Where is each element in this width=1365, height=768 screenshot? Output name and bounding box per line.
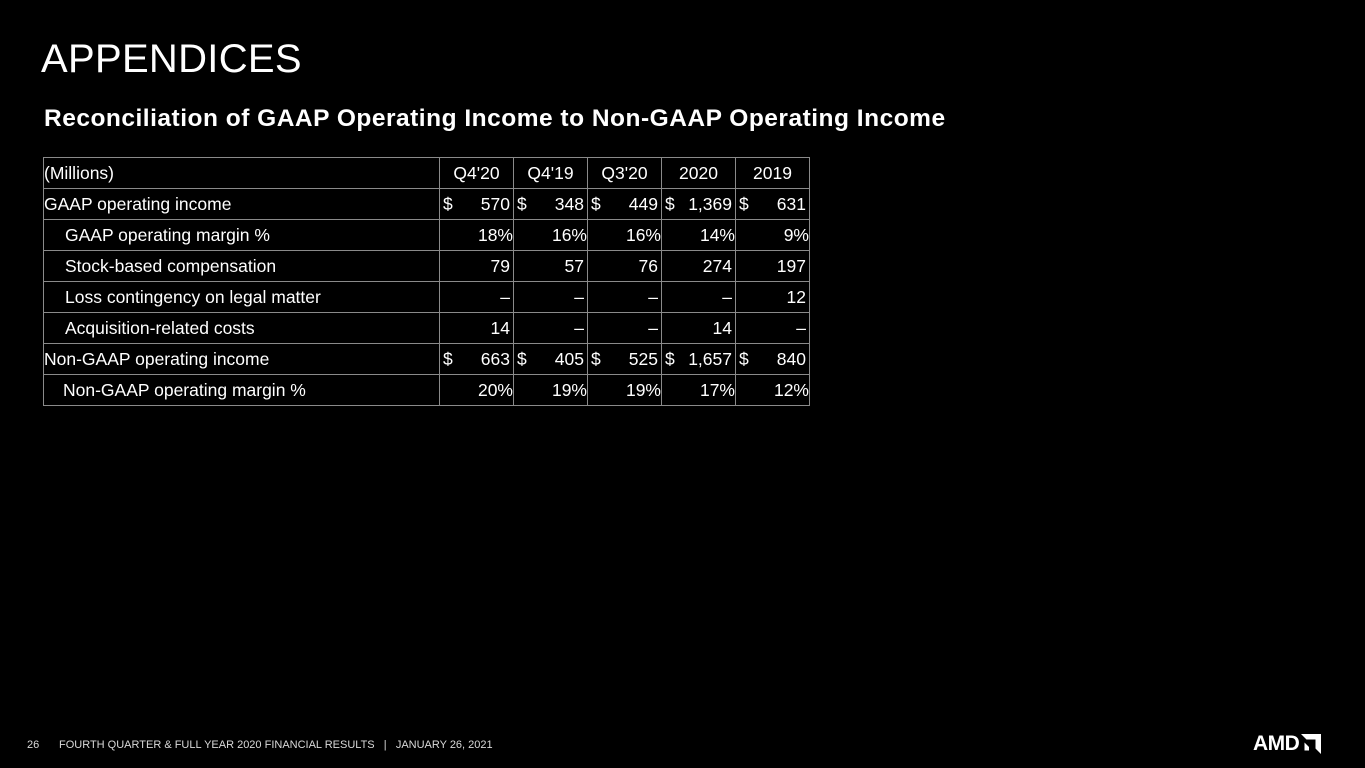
- page-title: APPENDICES: [41, 37, 302, 81]
- value-cell: 12%: [736, 375, 810, 406]
- header-cell-q419: Q4'19: [514, 158, 588, 189]
- value-cell: $ 348: [514, 189, 588, 220]
- value-cell: –: [514, 313, 588, 344]
- value-cell: 197: [736, 251, 810, 282]
- header-cell-2020: 2020: [662, 158, 736, 189]
- value-cell: –: [440, 282, 514, 313]
- value-cell: –: [662, 282, 736, 313]
- amd-arrow-icon: [1301, 734, 1321, 754]
- footer-text: FOURTH QUARTER & FULL YEAR 2020 FINANCIAL RESULTS | JANUARY 26, 2021: [59, 739, 493, 751]
- value-cell: 17%: [662, 375, 736, 406]
- value-cell: 14%: [662, 220, 736, 251]
- value-cell: 14: [662, 313, 736, 344]
- value-cell: 14: [440, 313, 514, 344]
- table-header-row: [44, 158, 810, 189]
- row-label: Loss contingency on legal matter: [44, 282, 440, 313]
- value-cell: 57: [514, 251, 588, 282]
- value-cell: 12: [736, 282, 810, 313]
- value-cell: 274: [662, 251, 736, 282]
- page-subtitle: Reconciliation of GAAP Operating Income to Non-GAAP Operating Income: [44, 105, 946, 132]
- table-row-gaap-operating-margin: [44, 220, 810, 251]
- value-cell: –: [514, 282, 588, 313]
- header-cell-2019: 2019: [736, 158, 810, 189]
- value-cell: 19%: [588, 375, 662, 406]
- value-cell: $ 663: [440, 344, 514, 375]
- value-cell: 16%: [514, 220, 588, 251]
- value-cell: $ 570: [440, 189, 514, 220]
- row-label: Acquisition-related costs: [44, 313, 440, 344]
- value-cell: –: [736, 313, 810, 344]
- value-cell: $ 405: [514, 344, 588, 375]
- value-cell: $ 631: [736, 189, 810, 220]
- row-label: Non-GAAP operating margin %: [44, 375, 440, 406]
- row-label: Stock-based compensation: [44, 251, 440, 282]
- table-row-acquisition-costs: [44, 313, 810, 344]
- value-cell: 20%: [440, 375, 514, 406]
- value-cell: –: [588, 282, 662, 313]
- reconciliation-table: [43, 157, 810, 406]
- amd-logo: [1253, 734, 1321, 754]
- value-cell: 19%: [514, 375, 588, 406]
- value-cell: $ 1,657: [662, 344, 736, 375]
- page-number: 26: [27, 739, 40, 751]
- table-row-non-gaap-operating-income: [44, 344, 810, 375]
- logo-text: AMD: [1253, 732, 1300, 755]
- table-row-non-gaap-operating-margin: [44, 375, 810, 406]
- header-cell-millions: (Millions): [44, 158, 440, 189]
- value-cell: 79: [440, 251, 514, 282]
- value-cell: 76: [588, 251, 662, 282]
- value-cell: 18%: [440, 220, 514, 251]
- value-cell: $ 1,369: [662, 189, 736, 220]
- row-label: GAAP operating income: [44, 189, 440, 220]
- value-cell: $ 840: [736, 344, 810, 375]
- footer: [27, 738, 493, 752]
- value-cell: $ 525: [588, 344, 662, 375]
- row-label: Non-GAAP operating income: [44, 344, 440, 375]
- table-row-gaap-operating-income: [44, 189, 810, 220]
- value-cell: $ 449: [588, 189, 662, 220]
- header-cell-q420: Q4'20: [440, 158, 514, 189]
- table-row-stock-based-compensation: [44, 251, 810, 282]
- table-row-loss-contingency: [44, 282, 810, 313]
- value-cell: 9%: [736, 220, 810, 251]
- value-cell: 16%: [588, 220, 662, 251]
- header-cell-q320: Q3'20: [588, 158, 662, 189]
- value-cell: –: [588, 313, 662, 344]
- row-label: GAAP operating margin %: [44, 220, 440, 251]
